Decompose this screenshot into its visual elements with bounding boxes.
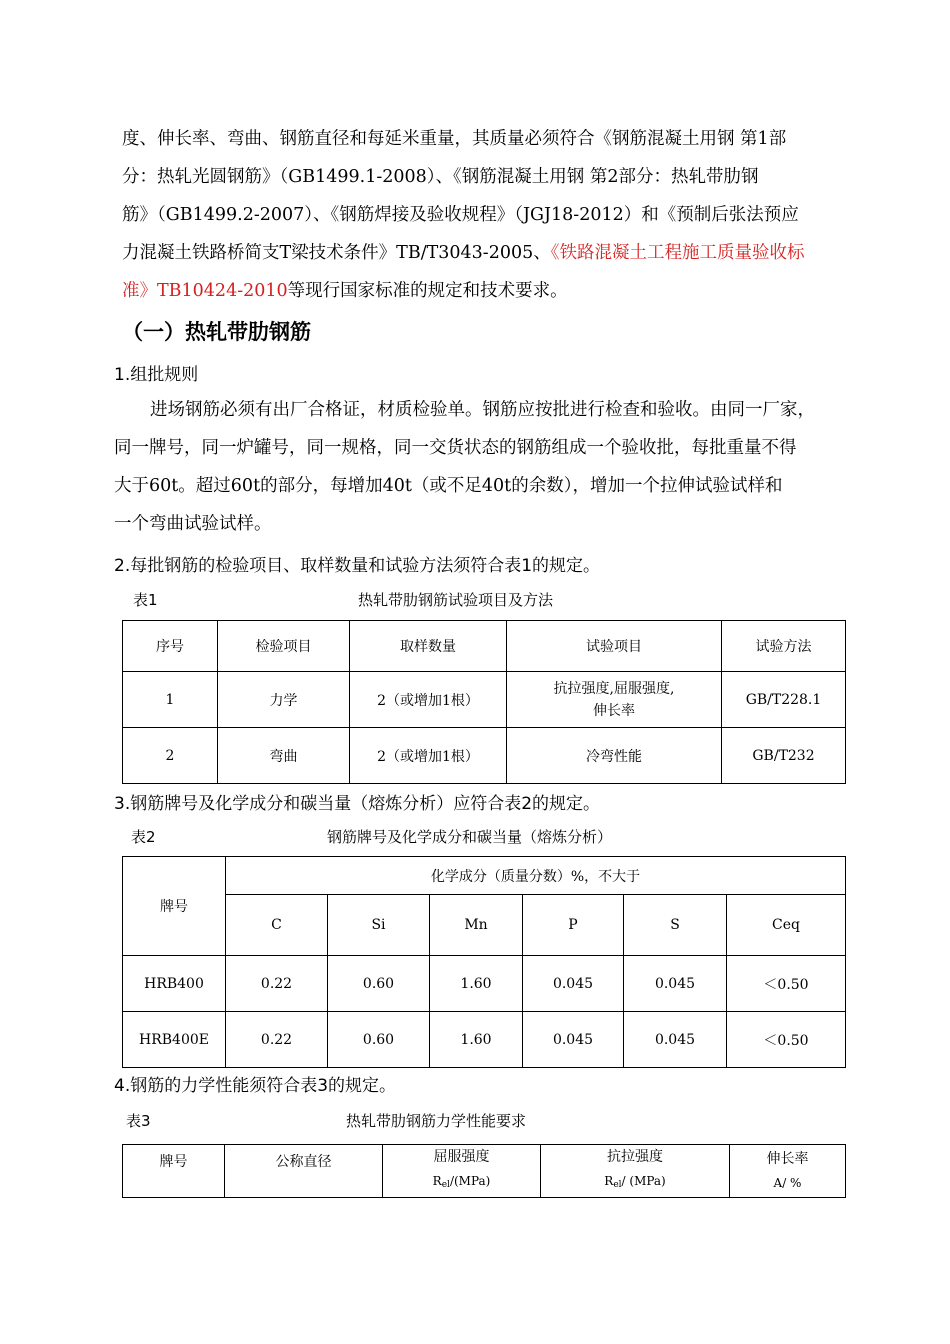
- table-cell: 冷弯性能: [507, 728, 722, 784]
- table-cell: 2: [123, 728, 218, 784]
- table1-header-cell: 序号: [123, 621, 218, 672]
- table3-header-cell: 牌号: [123, 1145, 225, 1198]
- section-title: （一）热轧带肋钢筋: [122, 320, 311, 344]
- table-cell: 2（或增加1根）: [350, 728, 507, 784]
- intro-line: [122, 272, 867, 310]
- table-cell: 0.045: [523, 1012, 624, 1068]
- table-cell: 弯曲: [218, 728, 350, 784]
- table2-label: 表2: [131, 828, 156, 846]
- table-cell: GB/T228.1: [722, 672, 846, 728]
- table2-element-header: Mn: [430, 895, 523, 956]
- table-row: [123, 728, 846, 784]
- table2-element-header: P: [523, 895, 624, 956]
- cell-line: 伸长率: [593, 702, 635, 719]
- table3-header-cell: [730, 1145, 846, 1198]
- table-cell: 1: [123, 672, 218, 728]
- item1-line: 同一牌号，同一炉罐号，同一规格，同一交货状态的钢筋组成一个验收批，每批重量不得: [114, 438, 797, 458]
- table-cell: 0.22: [226, 1012, 328, 1068]
- table1-header-cell: 试验项目: [507, 621, 722, 672]
- table1-label: 表1: [133, 591, 158, 609]
- red-standard-reference: 《铁路混凝土工程施工质量验收标: [550, 243, 805, 263]
- table1-title: 热轧带肋钢筋试验项目及方法: [358, 591, 554, 609]
- table-row: [123, 672, 846, 728]
- yield-unit: Rel/(MPa): [432, 1174, 491, 1190]
- item4-title: 4.钢筋的力学性能须符合表3的规定。: [114, 1076, 397, 1096]
- item1-line: 进场钢筋必须有出厂合格证，材质检验单。钢筋应按批进行检查和验收。由同一厂家，: [150, 400, 815, 420]
- intro-line: [122, 234, 867, 272]
- table2-element-header: C: [226, 895, 328, 956]
- table-cell: 1.60: [430, 1012, 523, 1068]
- table2: [122, 856, 846, 1068]
- table-cell: 0.045: [523, 956, 624, 1012]
- elongation-label: 伸长率: [766, 1151, 809, 1167]
- table3-header-cell: [383, 1145, 541, 1198]
- table2-header-row: [123, 857, 846, 895]
- table2-group-header: 化学成分（质量分数）%，不大于: [226, 857, 846, 895]
- table-cell: 力学: [218, 672, 350, 728]
- table-cell: 2（或增加1根）: [350, 672, 507, 728]
- red-standard-code: 准》TB10424-2010: [122, 281, 288, 301]
- table-cell: [507, 672, 722, 728]
- tensile-unit: Rel/ (MPa): [604, 1174, 666, 1190]
- item2-title: 2.每批钢筋的检验项目、取样数量和试验方法须符合表1的规定。: [114, 556, 601, 576]
- intro-paragraph: [122, 120, 867, 310]
- item1-title: 1.组批规则: [114, 365, 199, 385]
- table-cell: 0.60: [328, 1012, 430, 1068]
- table-cell: HRB400: [123, 956, 226, 1012]
- table3-header-cell: [541, 1145, 730, 1198]
- table-cell: ＜0.50: [727, 956, 846, 1012]
- item1-line: 大于60t。超过60t的部分，每增加40t（或不足40t的余数），增加一个拉伸试验试样和: [114, 476, 783, 496]
- table-cell: 0.045: [624, 1012, 727, 1068]
- item1-paragraph: [114, 391, 874, 543]
- table2-element-row: [123, 895, 846, 956]
- tensile-label: 抗拉强度: [607, 1149, 663, 1165]
- table2-title: 钢筋牌号及化学成分和碳当量（熔炼分析）: [327, 828, 613, 846]
- table1-header-row: [123, 621, 846, 672]
- table1: [122, 620, 846, 784]
- intro-line: 筋》（GB1499.2-2007）、《钢筋焊接及验收规程》（JGJ18-2012）和《预制后张法预应: [122, 205, 799, 225]
- item3-title: 3.钢筋牌号及化学成分和碳当量（熔炼分析）应符合表2的规定。: [114, 794, 601, 814]
- table1-header-cell: 检验项目: [218, 621, 350, 672]
- table-cell: HRB400E: [123, 1012, 226, 1068]
- table-cell: GB/T232: [722, 728, 846, 784]
- intro-line-text: 力混凝土铁路桥简支T梁技术条件》TB/T3043-2005、: [122, 243, 551, 263]
- table2-element-header: Ceq: [727, 895, 846, 956]
- table3-header-row: [123, 1145, 846, 1198]
- table-cell: 0.045: [624, 956, 727, 1012]
- table3-header-cell: 公称直径: [225, 1145, 383, 1198]
- table3-title: 热轧带肋钢筋力学性能要求: [346, 1112, 527, 1130]
- table-cell: 0.22: [226, 956, 328, 1012]
- table3: [122, 1144, 846, 1198]
- table-cell: 0.60: [328, 956, 430, 1012]
- table3-label: 表3: [126, 1112, 151, 1130]
- elongation-unit: A/ %: [773, 1176, 802, 1190]
- item1-line: 一个弯曲试验试样。: [114, 514, 272, 534]
- intro-line: 分：热轧光圆钢筋》（GB1499.1-2008）、《钢筋混凝土用钢 第2部分：热轧带肋钢: [122, 167, 759, 187]
- yield-label: 屈服强度: [433, 1149, 490, 1165]
- table2-element-header: Si: [328, 895, 430, 956]
- table2-grade-header: 牌号: [123, 857, 226, 956]
- table1-header-cell: 试验方法: [722, 621, 846, 672]
- table-row: [123, 1012, 846, 1068]
- table2-element-header: S: [624, 895, 727, 956]
- cell-line: 抗拉强度,屈服强度,: [553, 680, 675, 697]
- table-cell: ＜0.50: [727, 1012, 846, 1068]
- table-row: [123, 956, 846, 1012]
- table1-header-cell: 取样数量: [350, 621, 507, 672]
- intro-line: 度、伸长率、弯曲、钢筋直径和每延米重量，其质量必须符合《钢筋混凝土用钢 第1部: [122, 129, 787, 149]
- intro-tail: 等现行国家标准的规定和技术要求。: [287, 281, 568, 301]
- table-cell: 1.60: [430, 956, 523, 1012]
